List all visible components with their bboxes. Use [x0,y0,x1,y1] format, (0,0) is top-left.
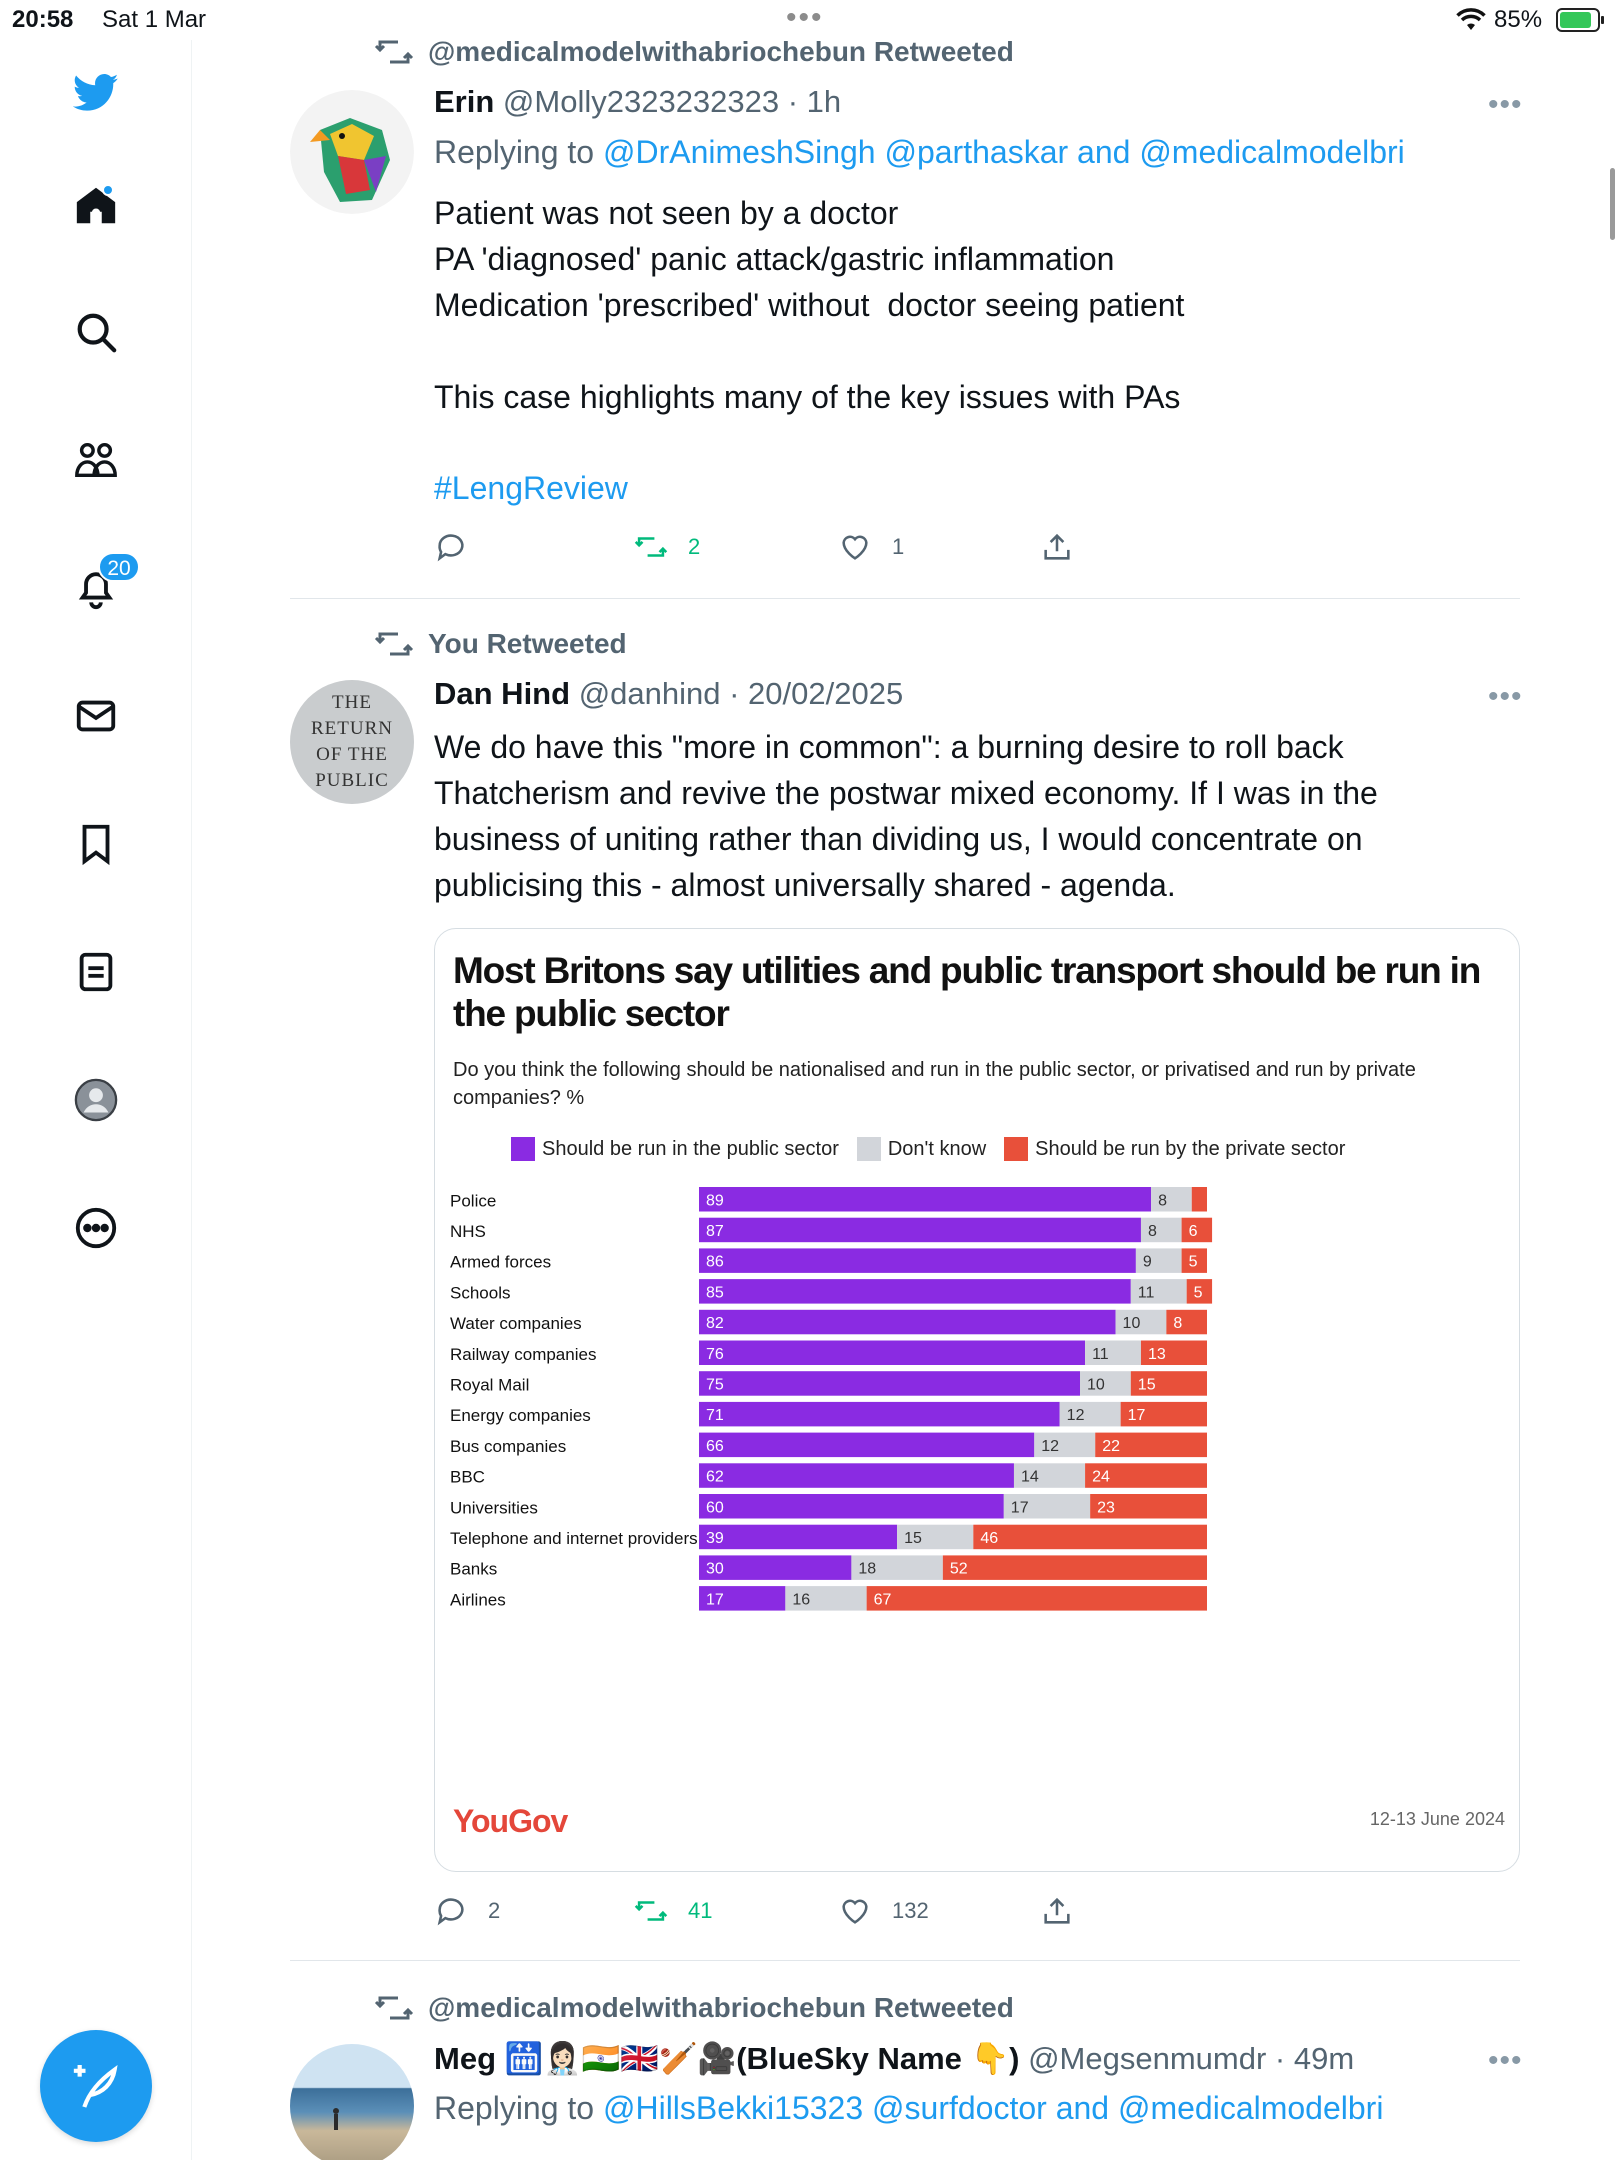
home-icon[interactable] [66,176,126,236]
category-label: Schools [450,1283,511,1303]
bar-segment [1192,1187,1207,1212]
bar-segment [699,1279,1131,1304]
category-label: BBC [450,1467,485,1487]
retweet-icon [634,1894,668,1928]
lists-icon[interactable] [66,942,126,1002]
bar-segment [699,1248,1136,1273]
bar-segment [699,1463,1014,1488]
avatar-text-line: PUBLIC [315,770,389,791]
tweet-header [434,2040,1354,2077]
avatar-text-line: RETURN [311,718,393,739]
retweet-icon [374,36,414,68]
bar-value-label: 8 [1173,1315,1183,1333]
retweet-context [374,628,627,660]
status-bar [0,0,1620,40]
bar-value-label: 39 [706,1529,724,1547]
tweet-text: Patient was not seen by a doctor PA 'diagnosed' panic attack/gastric inflammation Medication 'prescribed' without doctor seeing patient This case highlights many of the key issues with PAs [434,195,1185,415]
bar-value-label: 13 [1147,1345,1166,1363]
notifications-icon[interactable] [66,557,131,618]
scrollbar-thumb[interactable] [1610,168,1615,240]
bar-segment [973,1525,1207,1550]
category-label: NHS [450,1221,486,1241]
share-button[interactable] [1040,530,1094,564]
retweet-count: 41 [688,1898,713,1923]
retweet-button[interactable] [634,1894,712,1928]
retweet-icon [634,530,668,564]
sidebar [0,40,192,2160]
bar-value-label: 71 [706,1407,724,1425]
avatar[interactable] [290,90,414,214]
replying-to [434,134,1405,171]
bar-segment [699,1187,1151,1212]
bar-segment [943,1555,1207,1580]
bar-value-label: 46 [980,1529,999,1547]
avatar[interactable] [290,680,414,804]
retweet-context [374,36,1014,68]
share-button[interactable] [1040,1894,1094,1928]
category-label: Energy companies [450,1406,591,1426]
tweet-header [434,84,841,120]
bar-segment [699,1341,1085,1366]
category-label: Water companies [450,1314,582,1334]
legend-label: Don't know [887,1137,987,1160]
bar-value-label: 24 [1092,1468,1110,1486]
home-unread-dot [102,184,114,196]
category-label: Banks [450,1559,498,1579]
chart-image-card[interactable] [434,928,1520,1872]
retweet-context-label: @medicalmodelwithabriochebun Retweeted [428,36,1014,67]
category-label: Police [450,1191,497,1211]
eagle-avatar-icon [290,90,414,214]
category-label: Telephone and internet providers [450,1528,698,1548]
chart-title: Most Britons say utilities and public transport should be run in the public sector [453,950,1481,1034]
avatar-text-line: OF THE [316,744,388,765]
author-handle-time[interactable]: @danhind · 20/02/2025 [578,676,904,711]
bar-segment [867,1586,1207,1611]
battery-percent: 85% [1494,6,1543,33]
search-icon[interactable] [66,302,126,362]
retweet-button[interactable] [634,530,700,564]
category-label: Railway companies [450,1344,597,1364]
beach-photo-avatar-icon [290,2044,414,2160]
bar-value-label: 66 [706,1437,724,1455]
retweet-icon [374,628,414,660]
reply-button[interactable] [434,1894,500,1928]
legend-label: Should be run in the public sector [542,1137,839,1160]
reply-icon [434,1894,468,1928]
tweet-actions [434,530,1134,570]
bar-value-label: 5 [1188,1253,1198,1271]
retweet-context [374,1992,1014,2024]
bar-value-label: 22 [1102,1437,1121,1455]
bar-value-label: 15 [1137,1376,1156,1394]
bar-value-label: 8 [1147,1222,1157,1240]
bar-value-label: 89 [706,1192,724,1210]
bar-value-label: 16 [792,1591,811,1609]
bar-value-label: 9 [1142,1253,1152,1271]
wifi-icon [1456,8,1486,32]
reply-count: 2 [488,1898,501,1923]
category-label: Armed forces [450,1252,552,1272]
legend-label: Should be run by the private sector [1035,1137,1346,1160]
retweet-context-label: You Retweeted [428,628,627,659]
more-options-icon[interactable]: ••• [1488,2044,1523,2077]
status-date: Sat 1 Mar [102,6,207,33]
bar-value-label: 17 [706,1591,724,1609]
bar-value-label: 60 [706,1499,724,1517]
twitter-bird-icon[interactable] [66,62,126,122]
heart-icon [838,1894,872,1928]
author-name[interactable]: Erin [434,84,495,119]
like-button[interactable] [838,1894,929,1928]
replying-to-handles[interactable]: @DrAnimeshSingh @parthaskar and @medicalmodelbri [602,134,1405,170]
messages-icon[interactable] [66,686,126,746]
bar-value-label: 10 [1087,1376,1105,1394]
bar-value-label: 17 [1010,1499,1029,1517]
bar-value-label: 75 [706,1376,724,1394]
bar-value-label: 62 [706,1468,724,1486]
category-label: Bus companies [450,1436,567,1456]
replying-to-label: Replying to [434,2090,595,2126]
bar-value-label: 30 [706,1560,724,1578]
avatar-text-line: THE [332,692,372,713]
author-name[interactable]: Dan Hind [434,676,571,711]
retweet-icon [374,1992,414,2024]
category-label: Airlines [450,1590,506,1610]
hashtag-link[interactable]: #LengReview [434,470,628,506]
author-handle-time[interactable]: @Molly2323232323 · 1h [502,84,842,119]
tweet-divider [290,1960,1520,1961]
share-icon [1040,1894,1074,1928]
bar-segment [699,1433,1034,1458]
profile-icon[interactable] [66,1070,126,1130]
retweet-count: 2 [688,534,701,559]
share-icon [1040,530,1074,564]
more-options-icon[interactable]: ••• [1488,680,1523,713]
bar-segment [699,1371,1080,1396]
bar-value-label: 87 [706,1222,724,1240]
tweet-text: We do have this "more in common": a burning desire to roll back Thatcherism and revive the postwar mixed economy. If I was in the business of uniting rather than dividing us, I would concentrate on publicising this - almost universally shared - agenda. [434,729,1387,903]
bar-value-label: 12 [1066,1407,1085,1425]
bar-value-label: 11 [1092,1345,1109,1363]
avatar[interactable] [290,2044,414,2160]
stacked-bar-chart [435,929,1520,1789]
category-label: Universities [450,1498,538,1518]
reply-button[interactable] [434,530,488,564]
bar-value-label: 17 [1127,1407,1146,1425]
chart-subtitle: Do you think the following should be nationalised and run in the public sector, or privatised and run by private companies? % [453,1059,1416,1109]
bar-value-label: 14 [1020,1468,1039,1486]
author-handle-time[interactable]: @Megsenmumdr · 49m [1028,2041,1355,2076]
bookmarks-icon[interactable] [66,814,126,874]
bar-value-label: 23 [1097,1499,1115,1517]
bar-value-label: 52 [949,1560,968,1578]
like-count: 132 [892,1898,929,1923]
replying-to-handles[interactable]: @HillsBekki15323 @surfdoctor and @medicalmodelbri [602,2090,1384,2126]
tweet-header [434,676,903,712]
bar-value-label: 18 [858,1560,877,1578]
compose-feather-icon [68,2058,124,2114]
chart-date: 12-13 June 2024 [1369,1809,1505,1829]
bar-value-label: 76 [706,1345,724,1363]
bar-value-label: 85 [706,1284,724,1302]
bar-segment [699,1525,897,1550]
battery-icon [1556,8,1600,32]
bar-value-label: 67 [873,1591,892,1609]
bar-value-label: 12 [1041,1437,1060,1455]
more-icon[interactable] [66,1198,126,1258]
like-count: 1 [892,534,905,559]
bar-segment [699,1310,1116,1335]
multitasking-dots-icon[interactable]: ••• [786,1,824,34]
tweet-actions [434,1894,1134,1934]
bar-value-label: 6 [1188,1222,1198,1240]
bar-value-label: 82 [706,1315,724,1333]
more-options-icon[interactable]: ••• [1488,88,1523,121]
compose-tweet-button[interactable] [40,2030,152,2142]
communities-icon[interactable] [66,430,126,490]
yougov-logo: YouGov [453,1803,568,1839]
bar-segment [699,1494,1004,1519]
bar-value-label: 5 [1193,1284,1203,1302]
like-button[interactable] [838,530,904,564]
reply-icon [434,530,468,564]
status-time: 20:58 [12,6,74,33]
retweet-context-label: @medicalmodelwithabriochebun Retweeted [428,1992,1014,2023]
bar-value-label: 15 [904,1529,922,1547]
replying-to [434,2090,1383,2127]
replying-to-label: Replying to [434,134,595,170]
bar-value-label: 8 [1158,1192,1168,1210]
author-name[interactable]: Meg 🛗👩🏻‍⚕️🇮🇳🇬🇧🏏🎥(BlueSky Name 👇) [434,2041,1020,2076]
bar-segment [699,1402,1060,1427]
bar-value-label: 11 [1137,1284,1155,1302]
notifications-badge: 20 [98,552,140,582]
heart-icon [838,530,872,564]
tweet-divider [290,598,1520,599]
category-label: Royal Mail [450,1375,530,1395]
bar-value-label: 86 [706,1253,724,1271]
bar-value-label: 10 [1122,1315,1141,1333]
bar-segment [699,1218,1141,1243]
